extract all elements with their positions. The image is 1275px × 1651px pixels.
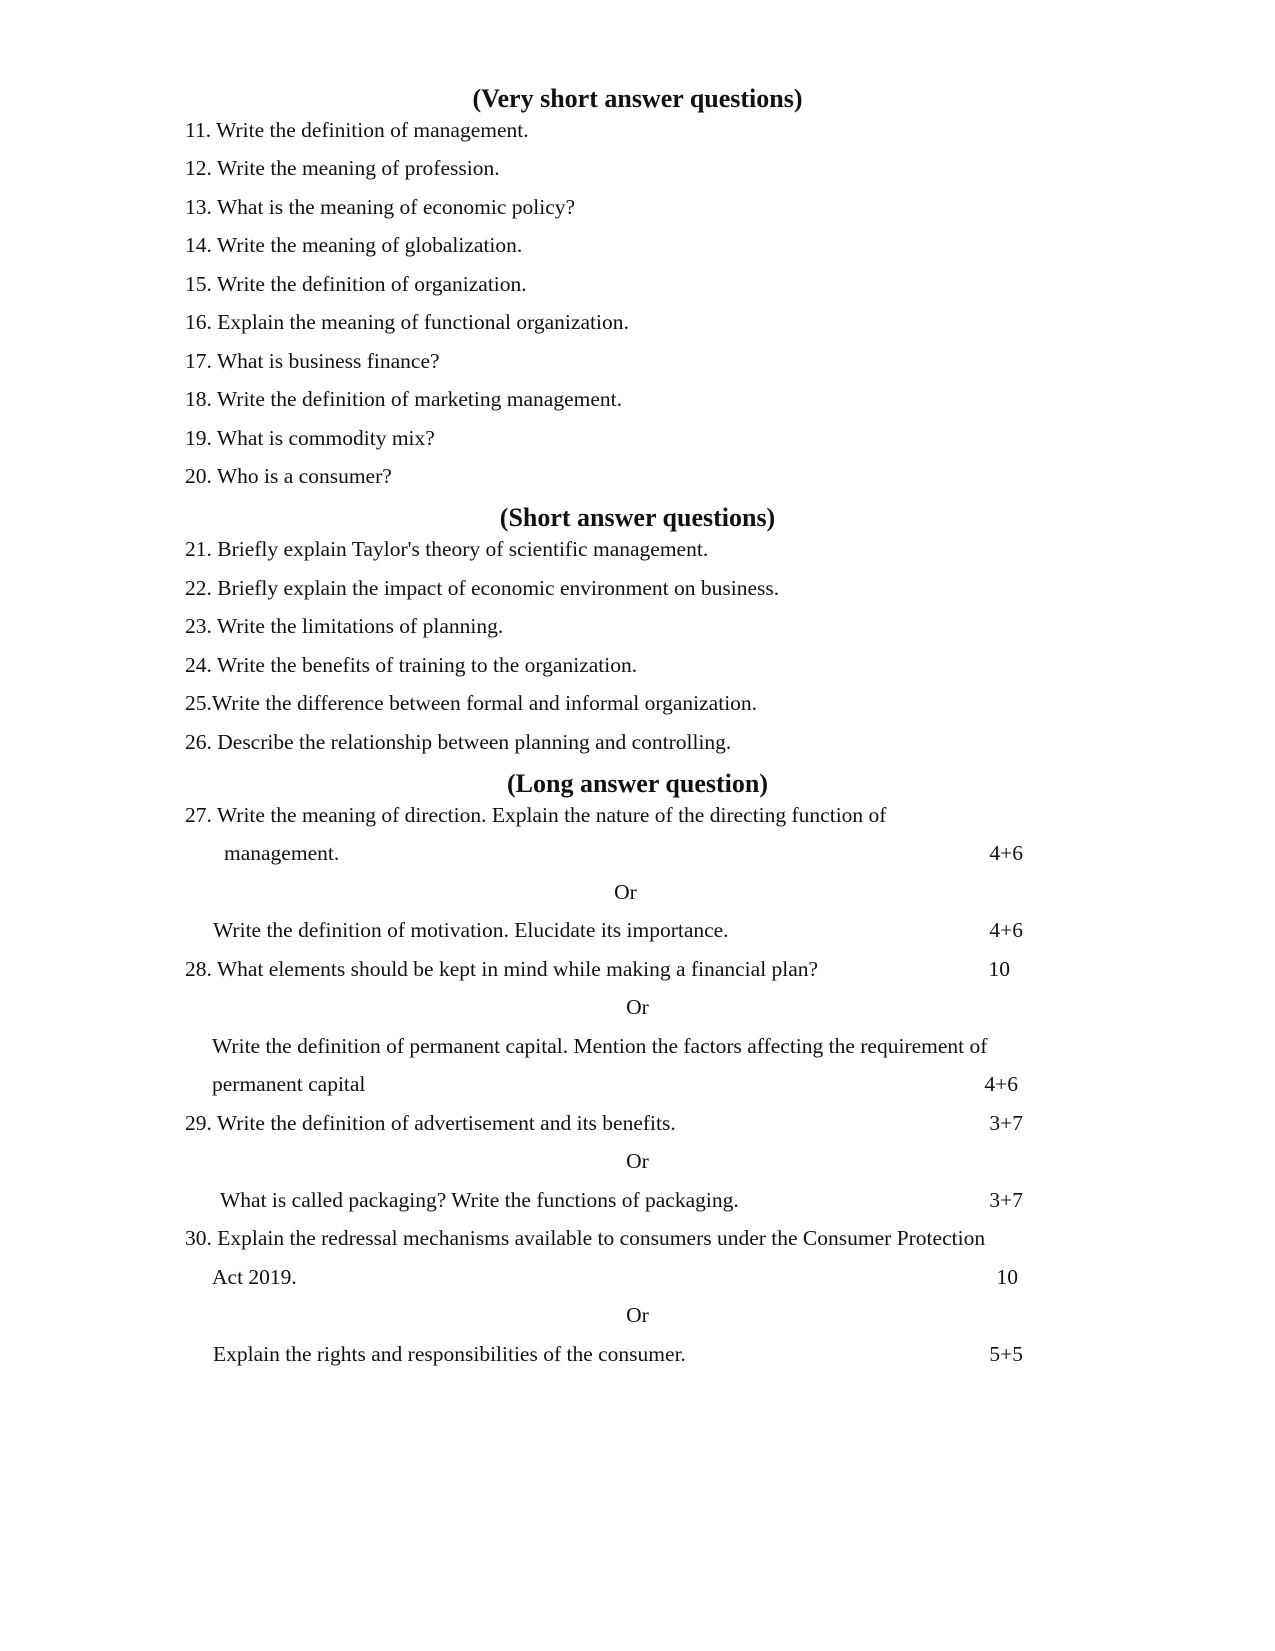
question-30-alternative: Explain the rights and responsibilities of the consumer. [213,1342,686,1366]
question-12: 12. Write the meaning of profession. [185,156,500,180]
question-29-alternative-marks: 3+7 [989,1188,1023,1212]
question-28-alternative-line1: Write the definition of permanent capital. Mention the factors affecting the requirement of [212,1034,988,1058]
question-15: 15. Write the definition of organization. [185,272,527,296]
question-20: 20. Who is a consumer? [185,464,392,488]
question-27-alternative-marks: 4+6 [989,918,1023,942]
short-heading: (Short answer questions) [499,503,776,532]
question-28-alternative-marks: 4+6 [984,1072,1018,1096]
question-16: 16. Explain the meaning of functional organization. [185,310,629,334]
question-14: 14. Write the meaning of globalization. [185,233,523,257]
question-22: 22. Briefly explain the impact of economic environment on business. [185,576,780,600]
question-28-line1: 28. What elements should be kept in mind while making a financial plan? [185,957,819,981]
question-19: 19. What is commodity mix? [185,426,435,450]
question-29-marks: 3+7 [989,1111,1023,1135]
or-divider-29: Or [626,1149,649,1173]
question-23: 23. Write the limitations of planning. [185,614,504,638]
question-30-line1: 30. Explain the redressal mechanisms available to consumers under the Consumer Protection [185,1226,986,1250]
question-13: 13. What is the meaning of economic policy? [185,195,576,219]
question-27-alternative: Write the definition of motivation. Elucidate its importance. [213,918,729,942]
question-26: 26. Describe the relationship between planning and controlling. [185,730,732,754]
or-divider-28: Or [626,995,649,1019]
question-24: 24. Write the benefits of training to the organization. [185,653,638,677]
question-27-line1: 27. Write the meaning of direction. Explain the nature of the directing function of [185,803,887,827]
or-divider-30: Or [626,1303,649,1327]
question-11: 11. Write the definition of management. [185,118,529,142]
question-29-line1: 29. Write the definition of advertisement and its benefits. [185,1111,676,1135]
question-28-alternative-line2: permanent capital [212,1072,366,1096]
question-27-line2: management. [224,841,340,865]
question-30-marks: 10 [996,1265,1018,1289]
long-heading: (Long answer question) [506,769,768,798]
question-29-alternative: What is called packaging? Write the functions of packaging. [220,1188,739,1212]
question-30-alternative-marks: 5+5 [989,1342,1023,1366]
question-30-line2: Act 2019. [212,1265,297,1289]
question-27-marks: 4+6 [989,841,1023,865]
question-21: 21. Briefly explain Taylor's theory of scientific management. [185,537,709,561]
question-17: 17. What is business finance? [185,349,440,373]
question-28-marks: 10 [988,957,1010,981]
or-divider-27: Or [614,880,637,904]
very-short-heading: (Very short answer questions) [472,84,803,113]
question-18: 18. Write the definition of marketing management. [185,387,622,411]
question-25: 25.Write the difference between formal and informal organization. [185,691,758,715]
